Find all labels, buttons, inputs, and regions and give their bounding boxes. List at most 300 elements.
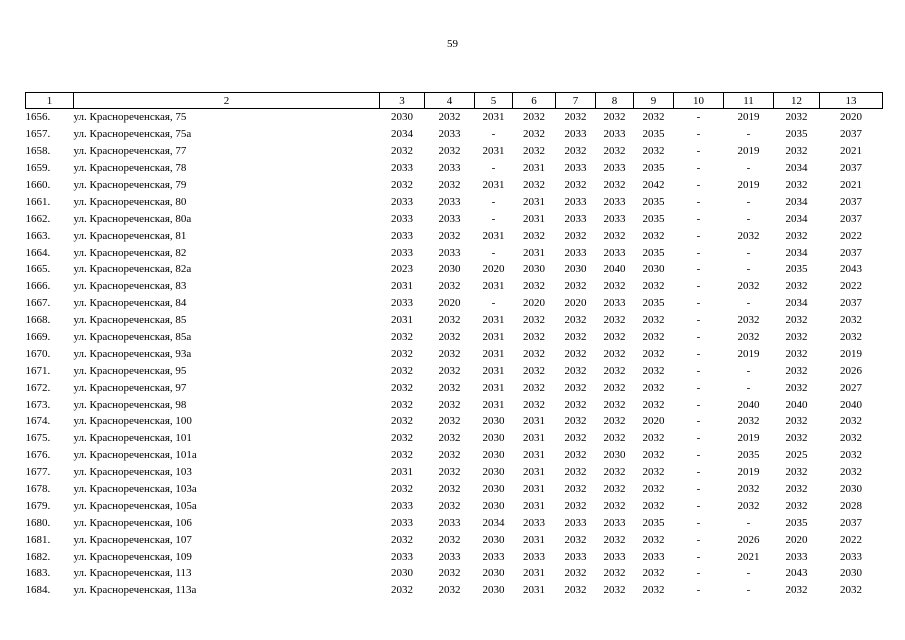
address-cell: ул. Краснореченская, 106 (73, 516, 192, 529)
column-header-4: 4 (425, 93, 475, 109)
address-cell: ул. Краснореченская, 75а (73, 128, 192, 141)
year-cell: 2031 (391, 280, 413, 293)
table-row (26, 447, 883, 464)
column-header-3: 3 (380, 93, 425, 109)
year-cell: 2032 (642, 567, 665, 580)
year-cell: 2032 (785, 145, 808, 158)
year-cell: 2031 (482, 347, 505, 360)
year-cell: 2030 (840, 567, 862, 580)
year-cell: 2035 (642, 246, 665, 259)
year-cell: 2032 (642, 331, 665, 344)
row-number-cell: 1657. (25, 128, 51, 141)
column-header-9: 9 (634, 93, 674, 109)
year-cell: 2031 (482, 364, 505, 377)
year-cell: 2035 (785, 128, 808, 141)
year-cell: 2032 (785, 314, 808, 327)
address-cell: ул. Краснореченская, 100 (73, 415, 192, 428)
year-cell: - (746, 516, 751, 529)
year-cell: 2032 (785, 179, 808, 191)
year-cell: 2034 (482, 516, 505, 529)
year-cell: 2033 (603, 195, 626, 208)
year-cell: 2026 (737, 533, 760, 546)
year-cell: 2033 (391, 297, 413, 310)
year-cell: - (696, 229, 701, 242)
year-cell: 2032 (391, 533, 413, 546)
year-cell: 2032 (523, 229, 545, 242)
address-cell: ул. Краснореченская, 113 (73, 567, 192, 580)
year-cell: 2035 (785, 263, 808, 276)
year-cell: 2026 (840, 364, 862, 377)
year-cell: 2032 (564, 179, 587, 191)
year-cell: 2030 (482, 432, 505, 445)
year-cell: 2043 (840, 263, 862, 276)
year-cell: 2032 (523, 280, 545, 293)
year-cell: 2032 (737, 314, 760, 327)
year-cell: - (746, 584, 751, 597)
year-cell: 2020 (642, 415, 665, 428)
year-cell: 2032 (438, 466, 461, 479)
year-cell: 2035 (642, 297, 665, 310)
year-cell: - (696, 415, 701, 428)
year-cell: 2030 (482, 449, 505, 462)
year-cell: 2035 (642, 516, 665, 529)
year-cell: 2032 (564, 398, 587, 411)
year-cell: - (696, 432, 701, 445)
address-cell: ул. Краснореченская, 77 (73, 145, 187, 158)
year-cell: 2035 (642, 128, 665, 141)
year-cell: 2034 (785, 212, 808, 225)
row-number-cell: 1660. (25, 179, 51, 191)
year-cell: 2032 (642, 111, 665, 124)
year-cell: - (696, 297, 701, 310)
year-cell: 2032 (438, 584, 461, 597)
table-row (26, 210, 883, 227)
year-cell: 2032 (564, 499, 587, 512)
table-row (26, 396, 883, 413)
year-cell: 2032 (840, 449, 862, 462)
year-cell: 2031 (523, 415, 545, 428)
year-cell: - (696, 466, 701, 479)
year-cell: 2032 (523, 381, 545, 394)
year-cell: 2030 (523, 263, 545, 276)
year-cell: 2032 (840, 415, 862, 428)
year-cell: 2032 (438, 381, 461, 394)
year-cell: - (696, 263, 701, 276)
row-number-cell: 1667. (25, 297, 51, 310)
year-cell: 2019 (737, 111, 760, 124)
year-cell: - (491, 246, 496, 259)
year-cell: 2032 (523, 314, 545, 327)
year-cell: 2033 (523, 550, 545, 563)
year-cell: 2019 (737, 466, 760, 479)
year-cell: - (696, 567, 701, 580)
table-row (26, 413, 883, 430)
year-cell: - (696, 212, 701, 225)
year-cell: - (746, 195, 751, 208)
year-cell: 2032 (840, 314, 862, 327)
table-row (26, 531, 883, 548)
year-cell: 2019 (737, 145, 760, 158)
row-number-cell: 1678. (25, 483, 51, 496)
year-cell: 2033 (438, 212, 461, 225)
table-row (26, 582, 883, 599)
column-header-6: 6 (513, 93, 556, 109)
address-cell: ул. Краснореченская, 85а (73, 331, 192, 344)
year-cell: - (696, 246, 701, 259)
year-cell: - (696, 195, 701, 208)
year-cell: 2032 (603, 179, 626, 191)
year-cell: 2032 (391, 331, 413, 344)
table-row (26, 295, 883, 312)
year-cell: 2032 (564, 567, 587, 580)
year-cell: 2030 (482, 584, 505, 597)
year-cell: 2032 (391, 179, 413, 191)
year-cell: - (746, 364, 751, 377)
year-cell: 2032 (391, 432, 413, 445)
year-cell: 2031 (523, 584, 545, 597)
year-cell: 2032 (603, 111, 626, 124)
year-cell: 2032 (438, 364, 461, 377)
year-cell: 2032 (785, 415, 808, 428)
address-cell: ул. Краснореченская, 103 (73, 466, 192, 479)
year-cell: 2032 (603, 280, 626, 293)
year-cell: 2030 (438, 263, 461, 276)
year-cell: 2033 (564, 128, 587, 141)
year-cell: 2031 (391, 466, 413, 479)
year-cell: 2032 (564, 229, 587, 242)
table-row (26, 379, 883, 396)
address-cell: ул. Краснореченская, 98 (73, 398, 187, 411)
address-cell: ул. Краснореченская, 93а (73, 347, 192, 360)
table-row (26, 430, 883, 447)
year-cell: 2032 (785, 499, 808, 512)
year-cell: - (696, 499, 701, 512)
year-cell: 2020 (482, 263, 505, 276)
year-cell: - (696, 145, 701, 158)
year-cell: 2032 (603, 145, 626, 158)
row-number-cell: 1670. (25, 347, 51, 360)
row-number-cell: 1679. (25, 499, 51, 512)
year-cell: 2022 (840, 229, 862, 242)
year-cell: 2030 (840, 483, 862, 496)
address-cell: ул. Краснореченская, 113а (73, 584, 197, 597)
year-cell: 2031 (482, 145, 505, 158)
year-cell: - (696, 179, 701, 191)
row-number-cell: 1676. (25, 449, 51, 462)
year-cell: 2032 (438, 567, 461, 580)
year-cell: 2021 (840, 145, 862, 158)
table-row (26, 193, 883, 210)
year-cell: 2040 (840, 398, 862, 411)
year-cell: 2032 (642, 449, 665, 462)
year-cell: 2030 (391, 111, 413, 124)
year-cell: 2032 (391, 145, 413, 158)
address-cell: ул. Краснореченская, 83 (73, 280, 187, 293)
row-number-cell: 1669. (25, 331, 51, 344)
year-cell: 2032 (840, 584, 862, 597)
year-cell: 2040 (603, 263, 626, 276)
year-cell: 2020 (840, 111, 862, 124)
year-cell: 2032 (564, 466, 587, 479)
year-cell: 2032 (523, 398, 545, 411)
year-cell: 2032 (564, 483, 587, 496)
year-cell: 2030 (482, 466, 505, 479)
year-cell: 2032 (840, 466, 862, 479)
year-cell: 2032 (785, 466, 808, 479)
address-cell: ул. Краснореченская, 80 (73, 195, 187, 208)
year-cell: 2033 (391, 516, 413, 529)
year-cell: 2033 (564, 195, 587, 208)
year-cell: 2032 (438, 347, 461, 360)
year-cell: 2032 (603, 381, 626, 394)
year-cell: 2022 (840, 533, 862, 546)
year-cell: 2032 (603, 415, 626, 428)
year-cell: 2030 (391, 567, 413, 580)
row-number-cell: 1665. (25, 263, 51, 276)
address-cell: ул. Краснореченская, 107 (73, 533, 192, 546)
year-cell: 2032 (603, 347, 626, 360)
year-cell: 2031 (482, 314, 505, 327)
year-cell: 2032 (737, 280, 760, 293)
year-cell: 2032 (785, 229, 808, 242)
year-cell: 2043 (785, 567, 808, 580)
address-cell: ул. Краснореченская, 78 (73, 162, 187, 175)
address-cell: ул. Краснореченская, 97 (73, 381, 187, 394)
year-cell: 2033 (603, 297, 626, 310)
column-header-13: 13 (820, 93, 883, 109)
year-cell: 2033 (564, 162, 587, 175)
year-cell: 2019 (840, 347, 862, 360)
row-number-cell: 1656. (25, 111, 51, 124)
row-number-cell: 1664. (25, 246, 51, 259)
year-cell: 2037 (840, 297, 862, 310)
year-cell: 2032 (438, 398, 461, 411)
table-row (26, 143, 883, 160)
year-cell: 2033 (523, 516, 545, 529)
year-cell: 2037 (840, 516, 862, 529)
table-row (26, 312, 883, 329)
row-number-cell: 1680. (25, 516, 51, 529)
year-cell: 2032 (438, 229, 461, 242)
year-cell: 2034 (785, 297, 808, 310)
year-cell: 2032 (391, 381, 413, 394)
year-cell: 2020 (785, 533, 808, 546)
table-row (26, 362, 883, 379)
table-row (26, 261, 883, 278)
year-cell: 2032 (737, 415, 760, 428)
year-cell: 2032 (438, 111, 461, 124)
year-cell: 2032 (438, 331, 461, 344)
year-cell: 2032 (523, 128, 545, 141)
year-cell: 2031 (391, 314, 413, 327)
year-cell: - (696, 381, 701, 394)
year-cell: 2032 (642, 381, 665, 394)
address-cell: ул. Краснореченская, 85 (73, 314, 187, 327)
row-number-cell: 1662. (25, 212, 51, 225)
year-cell: 2042 (642, 179, 665, 191)
year-cell: 2032 (438, 533, 461, 546)
year-cell: - (491, 297, 496, 310)
year-cell: - (696, 128, 701, 141)
table-row (26, 514, 883, 531)
year-cell: 2032 (785, 364, 808, 377)
address-cell: ул. Краснореченская, 81 (73, 229, 187, 242)
year-cell: 2033 (438, 550, 461, 563)
year-cell: 2032 (642, 229, 665, 242)
address-cell: ул. Краснореченская, 80а (73, 212, 192, 225)
address-cell: ул. Краснореченская, 84 (73, 297, 187, 310)
year-cell: 2032 (785, 331, 808, 344)
address-cell: ул. Краснореченская, 101а (73, 449, 197, 462)
year-cell: 2032 (523, 111, 545, 124)
year-cell: 2034 (391, 128, 413, 141)
year-cell: - (746, 297, 751, 310)
year-cell: 2032 (391, 449, 413, 462)
year-cell: 2032 (603, 533, 626, 546)
year-cell: 2033 (603, 550, 626, 563)
year-cell: 2034 (785, 162, 808, 175)
column-header-11: 11 (724, 93, 774, 109)
year-cell: 2033 (391, 195, 413, 208)
year-cell: 2032 (642, 398, 665, 411)
year-cell: 2032 (523, 145, 545, 158)
year-cell: 2032 (438, 280, 461, 293)
year-cell: 2034 (785, 246, 808, 259)
year-cell: - (696, 398, 701, 411)
address-cell: ул. Краснореченская, 82а (73, 263, 192, 276)
year-cell: 2032 (523, 331, 545, 344)
year-cell: 2032 (785, 111, 808, 124)
row-number-cell: 1681. (25, 533, 51, 546)
year-cell: 2032 (564, 280, 587, 293)
year-cell: 2032 (642, 364, 665, 377)
year-cell: 2032 (438, 483, 461, 496)
year-cell: - (746, 246, 751, 259)
row-number-cell: 1683. (25, 567, 51, 580)
year-cell: 2023 (391, 263, 413, 276)
year-cell: 2032 (603, 499, 626, 512)
year-cell: 2032 (523, 364, 545, 377)
table-row (26, 565, 883, 582)
year-cell: - (696, 347, 701, 360)
year-cell: 2033 (603, 128, 626, 141)
year-cell: 2032 (642, 533, 665, 546)
year-cell: 2033 (785, 550, 808, 563)
year-cell: 2031 (523, 432, 545, 445)
year-cell: - (491, 162, 496, 175)
year-cell: 2032 (523, 179, 545, 191)
year-cell: 2032 (523, 347, 545, 360)
year-cell: 2030 (564, 263, 587, 276)
year-cell: 2037 (840, 195, 862, 208)
year-cell: 2032 (785, 432, 808, 445)
year-cell: 2032 (564, 364, 587, 377)
year-cell: - (491, 128, 496, 141)
year-cell: 2032 (603, 466, 626, 479)
year-cell: 2040 (737, 398, 760, 411)
year-cell: - (696, 584, 701, 597)
year-cell: 2032 (564, 449, 587, 462)
year-cell: - (746, 128, 751, 141)
table-row (26, 548, 883, 565)
row-number-cell: 1659. (25, 162, 51, 175)
year-cell: 2031 (482, 398, 505, 411)
year-cell: 2033 (603, 212, 626, 225)
address-cell: ул. Краснореченская, 82 (73, 246, 187, 259)
year-cell: - (746, 567, 751, 580)
year-cell: - (696, 516, 701, 529)
year-cell: 2032 (785, 347, 808, 360)
year-cell: 2031 (523, 483, 545, 496)
address-cell: ул. Краснореченская, 109 (73, 550, 192, 563)
year-cell: - (696, 550, 701, 563)
address-cell: ул. Краснореченская, 75 (73, 111, 187, 124)
year-cell: 2022 (840, 280, 862, 293)
year-cell: 2032 (564, 347, 587, 360)
table-row (26, 329, 883, 346)
year-cell: 2032 (438, 179, 461, 191)
year-cell: 2030 (482, 499, 505, 512)
year-cell: 2032 (642, 280, 665, 293)
year-cell: 2027 (840, 381, 862, 394)
year-cell: 2032 (564, 381, 587, 394)
year-cell: 2019 (737, 179, 760, 191)
year-cell: 2030 (603, 449, 626, 462)
year-cell: 2031 (482, 331, 505, 344)
column-header-8: 8 (596, 93, 634, 109)
year-cell: 2031 (523, 449, 545, 462)
column-header-7: 7 (556, 93, 596, 109)
year-cell: 2032 (603, 314, 626, 327)
year-cell: 2031 (523, 246, 545, 259)
schedule-table (25, 92, 883, 599)
year-cell: 2032 (564, 314, 587, 327)
year-cell: 2037 (840, 128, 862, 141)
year-cell: 2032 (603, 331, 626, 344)
year-cell: 2025 (785, 449, 808, 462)
year-cell: 2032 (840, 432, 862, 445)
table-row (26, 126, 883, 143)
year-cell: 2032 (642, 347, 665, 360)
address-cell: ул. Краснореченская, 101 (73, 432, 192, 445)
row-number-cell: 1672. (25, 381, 51, 394)
table-row (26, 278, 883, 295)
year-cell: - (696, 533, 701, 546)
year-cell: 2032 (438, 499, 461, 512)
year-cell: - (696, 162, 701, 175)
year-cell: 2032 (642, 432, 665, 445)
year-cell: 2031 (523, 499, 545, 512)
year-cell: 2033 (391, 246, 413, 259)
year-cell: 2032 (438, 314, 461, 327)
column-header-12: 12 (774, 93, 820, 109)
year-cell: 2031 (523, 533, 545, 546)
year-cell: 2033 (438, 128, 461, 141)
year-cell: 2031 (523, 212, 545, 225)
column-header-10: 10 (674, 93, 724, 109)
year-cell: 2019 (737, 347, 760, 360)
year-cell: 2031 (523, 195, 545, 208)
year-cell: 2032 (564, 533, 587, 546)
year-cell: 2035 (785, 516, 808, 529)
column-header-2: 2 (74, 93, 380, 109)
year-cell: 2032 (438, 145, 461, 158)
row-number-cell: 1673. (25, 398, 51, 411)
table-row (26, 160, 883, 177)
year-cell: 2032 (603, 584, 626, 597)
page-number: 59 (447, 38, 458, 50)
row-number-cell: 1668. (25, 314, 51, 327)
